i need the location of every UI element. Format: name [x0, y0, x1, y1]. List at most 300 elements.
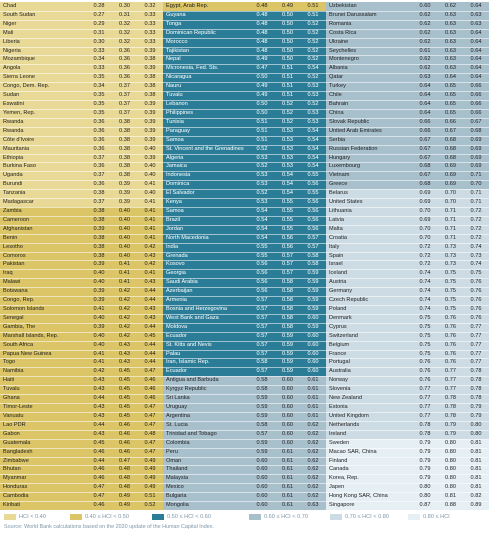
hci-lower-cell: 0.70: [419, 207, 431, 214]
hci-value-cell: 0.49: [119, 493, 130, 500]
row-divider: [326, 385, 489, 386]
hci-value-cell: 0.79: [445, 430, 456, 437]
table-row: [0, 225, 163, 234]
hci-value-cell: 0.73: [445, 261, 456, 268]
table-row: [163, 376, 326, 385]
country-cell: Chad: [3, 3, 17, 9]
table-row: [163, 457, 326, 466]
hci-value-cell: 0.40: [119, 207, 130, 214]
hci-lower-cell: 0.79: [419, 466, 431, 473]
country-cell: Seychelles: [329, 47, 357, 54]
hci-lower-cell: 0.46: [93, 475, 105, 482]
hci-value-cell: 0.36: [119, 74, 130, 81]
table-row: [163, 127, 326, 136]
row-divider: [0, 243, 163, 244]
table-row: [326, 492, 489, 501]
table-row: [326, 55, 489, 64]
legend-label: 0.70 ≤ HCI < 0.80: [345, 514, 389, 520]
row-divider: [163, 243, 326, 244]
hci-lower-cell: 0.75: [419, 323, 431, 330]
table-row: [326, 189, 489, 198]
hci-upper-cell: 0.82: [470, 493, 482, 500]
hci-lower-cell: 0.57: [256, 306, 268, 313]
hci-lower-cell: 0.50: [256, 109, 268, 116]
hci-upper-cell: 0.58: [307, 252, 319, 259]
hci-lower-cell: 0.38: [93, 190, 105, 197]
table-row: [0, 252, 163, 261]
row-divider: [326, 287, 489, 288]
row-divider: [0, 341, 163, 342]
row-divider: [326, 11, 489, 12]
table-row: [326, 216, 489, 225]
hci-value-cell: 0.53: [282, 145, 293, 152]
hci-value-cell: 0.56: [282, 243, 293, 250]
hci-upper-cell: 0.56: [307, 225, 319, 232]
hci-lower-cell: 0.49: [256, 92, 268, 99]
hci-value-cell: 0.60: [282, 377, 293, 384]
country-cell: Ireland: [329, 430, 347, 437]
hci-upper-cell: 0.53: [307, 92, 319, 99]
table-row: [326, 29, 489, 38]
table-row: [326, 269, 489, 278]
hci-upper-cell: 0.77: [470, 332, 482, 339]
country-cell: Haiti: [3, 377, 15, 384]
table-row: [0, 20, 163, 29]
hci-value-cell: 0.50: [282, 38, 293, 45]
row-divider: [326, 29, 489, 30]
hci-upper-cell: 0.76: [470, 279, 482, 286]
row-divider: [326, 216, 489, 217]
table-row: [163, 358, 326, 367]
hci-value-cell: 0.51: [282, 65, 293, 72]
hci-value-cell: 0.88: [445, 502, 456, 509]
hci-lower-cell: 0.57: [256, 323, 268, 330]
hci-lower-cell: 0.74: [419, 288, 431, 295]
country-cell: Uzbekistan: [329, 3, 357, 9]
hci-upper-cell: 0.54: [307, 136, 319, 143]
hci-lower-cell: 0.41: [93, 359, 105, 366]
hci-lower-cell: 0.77: [419, 395, 431, 402]
row-divider: [163, 252, 326, 253]
hci-upper-cell: 0.49: [144, 466, 156, 473]
table-row: [0, 91, 163, 100]
country-cell: Costa Rica: [329, 29, 357, 36]
country-cell: Bosnia and Herzegovina: [166, 306, 227, 313]
hci-value-cell: 0.78: [445, 395, 456, 402]
hci-value-cell: 0.58: [282, 306, 293, 313]
table-row: [326, 448, 489, 457]
row-divider: [0, 11, 163, 12]
row-divider: [326, 492, 489, 493]
hci-value-cell: 0.58: [282, 279, 293, 286]
hci-value-cell: 0.53: [282, 136, 293, 143]
hci-lower-cell: 0.64: [419, 92, 431, 99]
hci-value-cell: 0.73: [445, 252, 456, 259]
hci-value-cell: 0.40: [119, 216, 130, 223]
table-row: [326, 2, 489, 11]
country-cell: Samoa: [166, 207, 184, 214]
hci-lower-cell: 0.60: [256, 466, 268, 473]
hci-lower-cell: 0.48: [256, 3, 268, 9]
hci-upper-cell: 0.56: [307, 181, 319, 188]
row-divider: [326, 448, 489, 449]
hci-lower-cell: 0.49: [256, 83, 268, 90]
country-cell: Serbia: [329, 136, 346, 143]
hci-lower-cell: 0.38: [93, 216, 105, 223]
hci-value-cell: 0.38: [119, 145, 130, 152]
row-divider: [163, 287, 326, 288]
row-divider: [163, 439, 326, 440]
country-cell: Chile: [329, 92, 342, 99]
country-cell: Tunisia: [166, 118, 184, 125]
hci-upper-cell: 0.74: [470, 243, 482, 250]
row-divider: [163, 55, 326, 56]
hci-value-cell: 0.58: [282, 314, 293, 321]
hci-upper-cell: 0.61: [307, 404, 319, 411]
hci-value-cell: 0.78: [445, 412, 456, 419]
hci-value-cell: 0.54: [282, 172, 293, 179]
table-row: [326, 64, 489, 73]
hci-lower-cell: 0.29: [93, 20, 105, 27]
hci-lower-cell: 0.55: [256, 243, 268, 250]
row-divider: [0, 305, 163, 306]
table-row: [0, 430, 163, 439]
hci-upper-cell: 0.33: [144, 11, 156, 18]
country-cell: Denmark: [329, 314, 352, 321]
row-divider: [326, 403, 489, 404]
hci-value-cell: 0.45: [119, 368, 130, 375]
hci-upper-cell: 0.63: [470, 20, 482, 27]
hci-upper-cell: 0.49: [144, 457, 156, 464]
table-row: [163, 412, 326, 421]
table-row: [163, 100, 326, 109]
hci-upper-cell: 0.40: [144, 145, 156, 152]
hci-value-cell: 0.80: [445, 484, 456, 491]
hci-value-cell: 0.46: [119, 448, 130, 455]
hci-value-cell: 0.60: [282, 412, 293, 419]
hci-value-cell: 0.63: [445, 56, 456, 63]
hci-lower-cell: 0.57: [256, 368, 268, 375]
hci-upper-cell: 0.63: [307, 502, 319, 509]
hci-lower-cell: 0.41: [93, 306, 105, 313]
hci-value-cell: 0.55: [282, 199, 293, 206]
hci-lower-cell: 0.60: [256, 475, 268, 482]
country-cell: Ecuador: [166, 332, 187, 339]
hci-lower-cell: 0.43: [93, 404, 105, 411]
hci-upper-cell: 0.47: [144, 404, 156, 411]
hci-lower-cell: 0.53: [256, 181, 268, 188]
row-divider: [163, 448, 326, 449]
table-row: [0, 403, 163, 412]
hci-lower-cell: 0.53: [256, 154, 268, 161]
table-row: [326, 100, 489, 109]
country-cell: Palau: [166, 350, 181, 357]
table-row: [0, 55, 163, 64]
country-cell: Brazil: [166, 216, 180, 223]
hci-upper-cell: 0.62: [307, 439, 319, 446]
table-row: [0, 501, 163, 510]
country-cell: Namibia: [3, 368, 24, 375]
country-cell: Brunei Darussalam: [329, 11, 377, 18]
hci-lower-cell: 0.59: [256, 404, 268, 411]
hci-lower-cell: 0.59: [256, 412, 268, 419]
table-row: [0, 287, 163, 296]
hci-lower-cell: 0.36: [93, 163, 105, 170]
table-row: [0, 2, 163, 11]
country-cell: Antigua and Barbuda: [166, 377, 219, 384]
hci-upper-cell: 0.61: [307, 395, 319, 402]
hci-lower-cell: 0.79: [419, 475, 431, 482]
row-divider: [163, 198, 326, 199]
table-row: [0, 465, 163, 474]
hci-value-cell: 0.31: [119, 11, 130, 18]
country-cell: Rwanda: [3, 118, 24, 125]
row-divider: [326, 483, 489, 484]
hci-upper-cell: 0.80: [470, 430, 482, 437]
row-divider: [163, 403, 326, 404]
hci-lower-cell: 0.57: [256, 350, 268, 357]
table-row: [326, 207, 489, 216]
hci-lower-cell: 0.39: [93, 225, 105, 232]
row-divider: [326, 260, 489, 261]
country-cell: Luxembourg: [329, 163, 361, 170]
country-cell: Sudan: [3, 92, 20, 99]
hci-upper-cell: 0.81: [470, 439, 482, 446]
hci-value-cell: 0.36: [119, 47, 130, 54]
row-divider: [0, 367, 163, 368]
hci-upper-cell: 0.81: [470, 466, 482, 473]
table-row: [326, 421, 489, 430]
table-row: [0, 385, 163, 394]
row-divider: [163, 91, 326, 92]
hci-lower-cell: 0.55: [256, 252, 268, 259]
row-divider: [0, 483, 163, 484]
country-cell: Bulgaria: [166, 493, 187, 500]
country-cell: Japen: [329, 484, 345, 491]
row-divider: [0, 439, 163, 440]
country-cell: Jamaica: [166, 163, 187, 170]
table-row: [326, 118, 489, 127]
row-divider: [0, 501, 163, 502]
table-row: [0, 412, 163, 421]
table-row: [163, 73, 326, 82]
hci-lower-cell: 0.58: [256, 386, 268, 393]
legend-label: HCI < 0.40: [19, 514, 46, 520]
hci-upper-cell: 0.62: [307, 457, 319, 464]
hci-value-cell: 0.32: [119, 29, 130, 36]
hci-upper-cell: 0.52: [144, 502, 156, 509]
hci-lower-cell: 0.60: [256, 484, 268, 491]
country-cell: Kiribati: [3, 502, 21, 509]
hci-lower-cell: 0.43: [93, 386, 105, 393]
hci-lower-cell: 0.40: [93, 270, 105, 277]
row-divider: [326, 305, 489, 306]
row-divider: [0, 73, 163, 74]
hci-value-cell: 0.36: [119, 65, 130, 72]
hci-upper-cell: 0.62: [307, 484, 319, 491]
table-row: [0, 109, 163, 118]
row-divider: [0, 412, 163, 413]
legend: [0, 512, 489, 522]
hci-upper-cell: 0.46: [144, 395, 156, 402]
row-divider: [163, 127, 326, 128]
hci-lower-cell: 0.44: [93, 395, 105, 402]
table-row: [0, 11, 163, 20]
hci-lower-cell: 0.51: [256, 127, 268, 134]
hci-upper-cell: 0.39: [144, 154, 156, 161]
table-row: [0, 439, 163, 448]
row-divider: [0, 216, 163, 217]
table-row: [326, 234, 489, 243]
hci-lower-cell: 0.37: [93, 199, 105, 206]
row-divider: [326, 38, 489, 39]
hci-value-cell: 0.41: [119, 279, 130, 286]
country-cell: Congo, Dem. Rep.: [3, 83, 50, 90]
country-cell: Timor-Leste: [3, 404, 33, 411]
hci-value-cell: 0.75: [445, 270, 456, 277]
country-cell: Kosovo: [166, 261, 185, 268]
hci-upper-cell: 0.44: [144, 341, 156, 348]
hci-lower-cell: 0.35: [93, 101, 105, 108]
hci-lower-cell: 0.53: [256, 172, 268, 179]
country-cell: Grenada: [166, 252, 188, 259]
table-row: [326, 403, 489, 412]
hci-value-cell: 0.57: [282, 261, 293, 268]
hci-upper-cell: 0.57: [307, 234, 319, 241]
country-cell: Italy: [329, 243, 340, 250]
row-divider: [163, 483, 326, 484]
table-row: [326, 439, 489, 448]
table-row: [326, 82, 489, 91]
table-row: [163, 225, 326, 234]
table-row: [0, 73, 163, 82]
row-divider: [163, 465, 326, 466]
hci-value-cell: 0.42: [119, 306, 130, 313]
country-cell: Moldova: [166, 323, 188, 330]
hci-lower-cell: 0.77: [419, 412, 431, 419]
hci-upper-cell: 0.77: [470, 323, 482, 330]
country-cell: Portugal: [329, 359, 350, 366]
table-row: [163, 448, 326, 457]
legend-swatch: [249, 514, 261, 520]
table-row: [326, 376, 489, 385]
row-divider: [0, 100, 163, 101]
hci-lower-cell: 0.62: [419, 38, 431, 45]
hci-lower-cell: 0.63: [419, 74, 431, 81]
country-cell: Malta: [329, 225, 343, 232]
country-cell: Cameroon: [3, 216, 30, 223]
table-row: [326, 136, 489, 145]
hci-value-cell: 0.62: [445, 3, 456, 9]
row-divider: [326, 421, 489, 422]
hci-upper-cell: 0.78: [470, 386, 482, 393]
hci-value-cell: 0.57: [282, 270, 293, 277]
hci-lower-cell: 0.62: [419, 20, 431, 27]
hci-lower-cell: 0.75: [419, 314, 431, 321]
table-row: [0, 154, 163, 163]
table-row: [326, 287, 489, 296]
table-row: [163, 180, 326, 189]
country-cell: Qatar: [329, 74, 343, 81]
hci-lower-cell: 0.60: [419, 3, 431, 9]
table-row: [0, 127, 163, 136]
row-divider: [0, 145, 163, 146]
table-row: [163, 350, 326, 359]
country-cell: Kyrgyz Republic: [166, 386, 207, 393]
legend-label: 0.50 ≤ HCI < 0.60: [167, 514, 211, 520]
hci-upper-cell: 0.52: [307, 101, 319, 108]
table-row: [163, 109, 326, 118]
hci-upper-cell: 0.59: [307, 270, 319, 277]
hci-upper-cell: 0.43: [144, 279, 156, 286]
hci-lower-cell: 0.38: [93, 234, 105, 241]
row-divider: [163, 332, 326, 333]
table-row: [326, 457, 489, 466]
table-row: [163, 189, 326, 198]
row-divider: [163, 394, 326, 395]
hci-lower-cell: 0.67: [419, 145, 431, 152]
country-cell: Micronesia, Fed. Sts.: [166, 65, 219, 72]
table-row: [0, 38, 163, 47]
country-cell: Sierra Leone: [3, 74, 36, 81]
country-cell: Pakistan: [3, 261, 25, 268]
country-cell: Tanzania: [3, 190, 26, 197]
country-cell: Hungary: [329, 154, 351, 161]
hci-upper-cell: 0.69: [470, 163, 482, 170]
hci-value-cell: 0.43: [119, 350, 130, 357]
hci-upper-cell: 0.60: [307, 350, 319, 357]
country-cell: Romania: [329, 20, 352, 27]
hci-upper-cell: 0.59: [307, 297, 319, 304]
hci-value-cell: 0.56: [282, 234, 293, 241]
hci-lower-cell: 0.59: [256, 395, 268, 402]
hci-lower-cell: 0.39: [93, 261, 105, 268]
country-cell: Korea, Rep.: [329, 475, 359, 482]
country-cell: Vietnam: [329, 172, 350, 179]
hci-upper-cell: 0.72: [470, 225, 482, 232]
hci-value-cell: 0.75: [445, 288, 456, 295]
hci-lower-cell: 0.80: [419, 493, 431, 500]
hci-upper-cell: 0.52: [307, 38, 319, 45]
country-cell: Norway: [329, 377, 348, 384]
country-cell: Philippines: [166, 109, 194, 116]
country-cell: Estonia: [329, 404, 348, 411]
hci-lower-cell: 0.47: [93, 493, 105, 500]
hci-upper-cell: 0.89: [470, 502, 482, 509]
hci-value-cell: 0.46: [119, 430, 130, 437]
hci-lower-cell: 0.56: [256, 270, 268, 277]
row-divider: [0, 421, 163, 422]
hci-upper-cell: 0.52: [307, 74, 319, 81]
hci-value-cell: 0.64: [445, 74, 456, 81]
hci-lower-cell: 0.46: [93, 448, 105, 455]
hci-lower-cell: 0.80: [419, 484, 431, 491]
hci-value-cell: 0.55: [282, 216, 293, 223]
hci-upper-cell: 0.42: [144, 261, 156, 268]
hci-lower-cell: 0.38: [93, 207, 105, 214]
hci-lower-cell: 0.59: [256, 448, 268, 455]
country-cell: Tonga: [166, 20, 182, 27]
country-cell: Jordan: [166, 225, 184, 232]
hci-value-cell: 0.42: [119, 323, 130, 330]
hci-upper-cell: 0.53: [307, 109, 319, 116]
hci-upper-cell: 0.76: [470, 306, 482, 313]
hci-lower-cell: 0.66: [419, 118, 431, 125]
country-cell: Benin: [3, 234, 18, 241]
hci-value-cell: 0.38: [119, 154, 130, 161]
country-cell: Latvia: [329, 216, 344, 223]
hci-upper-cell: 0.81: [470, 457, 482, 464]
